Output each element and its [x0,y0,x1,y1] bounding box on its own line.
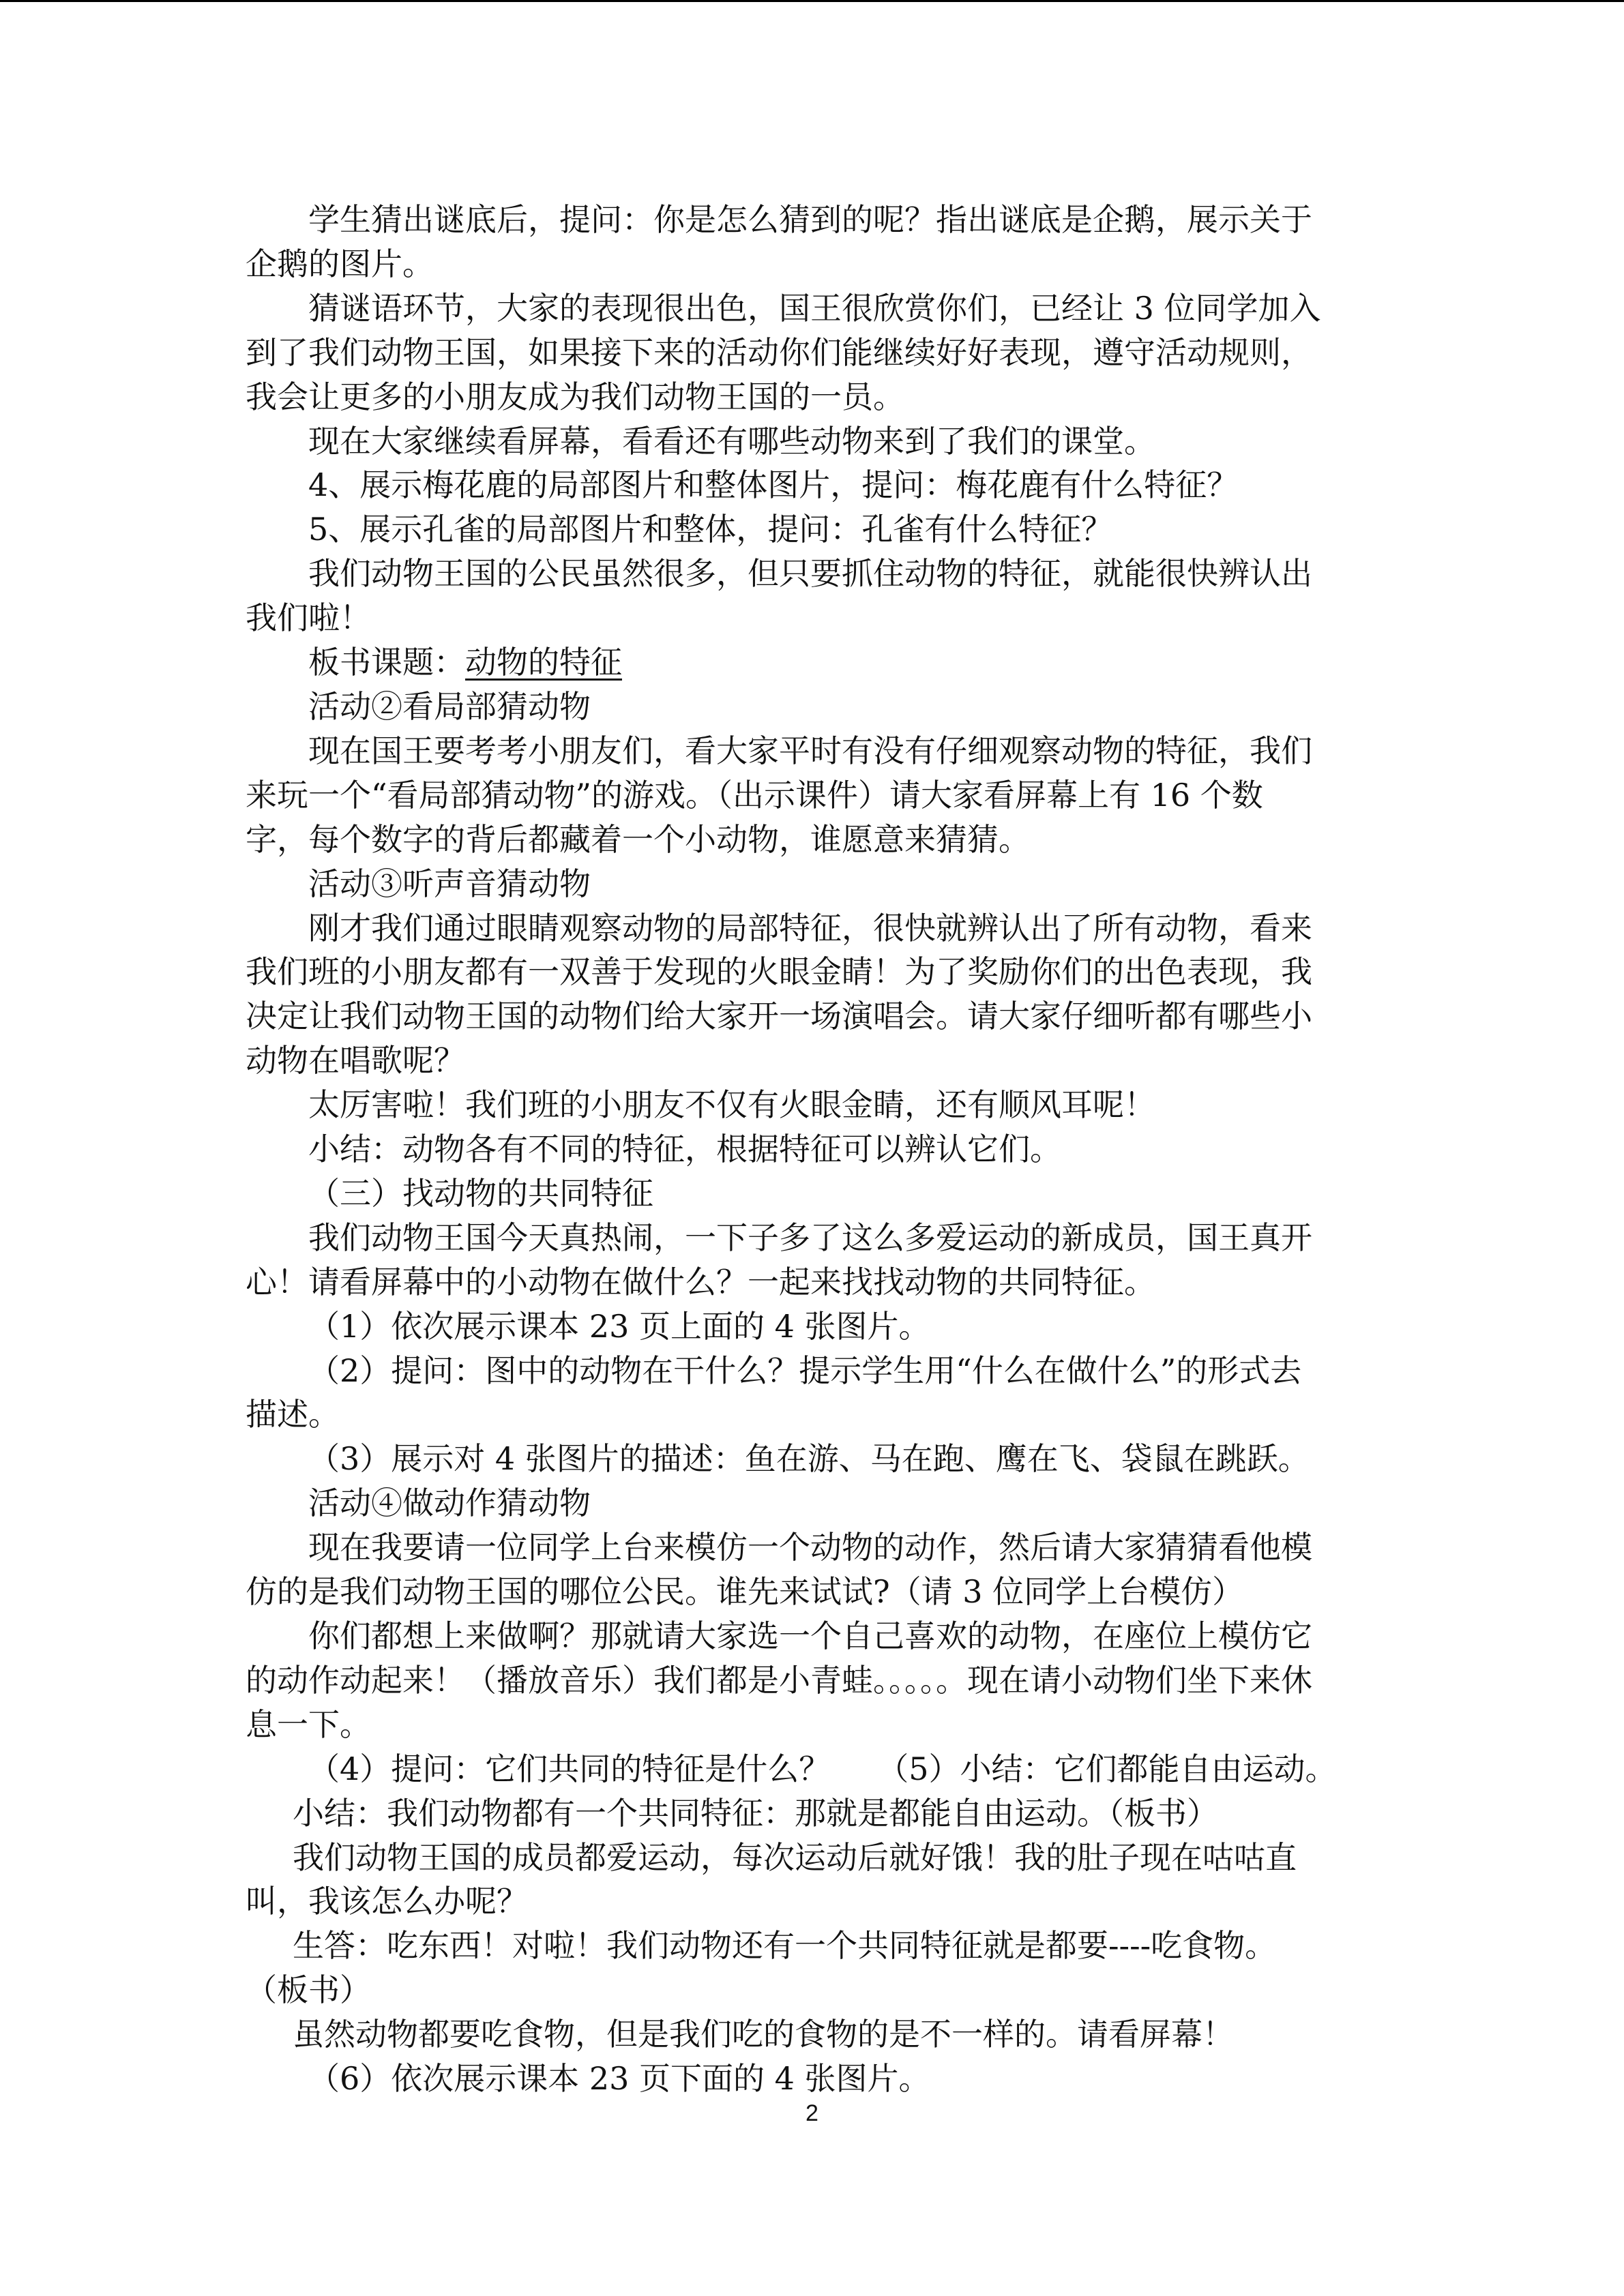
text-line-content: 到了我们动物王国，如果接下来的活动你们能继续好好表现，遵守活动规则， [246,333,1312,371]
text-line-content: 现在国王要考考小朋友们，看大家平时有没有仔细观察动物的特征，我们 [308,732,1312,769]
text-line [246,1525,1378,1570]
text-line-content: 现在我要请一位同学上台来模仿一个动物的动作，然后请大家猜猜看他模 [308,1529,1312,1566]
text-line [246,1392,1378,1437]
text-line [246,818,1378,862]
text-line-content: 我们班的小朋友都有一双善于发现的火眼金睛！为了奖励你们的出色表现，我 [246,953,1312,991]
text-line-content: 来玩一个“看局部猜动物”的游戏。（出示课件）请大家看屏幕上有 16 个数 [246,776,1263,814]
text-line-content: 企鹅的图片。 [246,245,434,282]
text-line-content: 描述。 [246,1396,340,1433]
text-line [246,1570,1378,1614]
text-line [246,331,1378,375]
text-line [246,1747,1378,1791]
text-line [246,1437,1378,1481]
text-line-content: 刚才我们通过眼睛观察动物的局部特征，很快就辨认出了所有动物，看来 [308,909,1312,946]
page-top-border [0,0,1624,2]
text-line [246,1879,1378,1924]
text-line-content: 猜谜语环节，大家的表现很出色，国王很欣赏你们，已经让 3 位同学加入 [308,289,1321,327]
text-line [246,1791,1378,1836]
text-line [246,1349,1378,1393]
text-line [246,1172,1378,1216]
text-line [246,507,1378,552]
text-line-content: 叫，我该怎么办呢？ [246,1883,528,1920]
text-line-content: 学生猜出谜底后，提问：你是怎么猜到的呢？指出谜底是企鹅，展示关于 [308,201,1312,238]
text-line-content: 我们动物王国的公民虽然很多，但只要抓住动物的特征，就能很快辨认出 [308,555,1312,593]
text-line [246,1127,1378,1172]
text-line [246,1481,1378,1525]
text-line [246,198,1378,242]
text-line [246,640,1378,685]
board-title-underlined: 动物的特征 [465,644,622,681]
text-line-content: 生答：吃东西！对啦！我们动物还有一个共同特征就是都要----吃食物。 [293,1927,1277,1965]
text-line-content: 活动④做动作猜动物 [308,1485,591,1522]
text-line [246,1924,1378,1968]
text-line [246,729,1378,773]
text-line [246,463,1378,507]
text-line [246,1703,1378,1747]
text-line-content: 虽然动物都要吃食物，但是我们吃的食物的是不一样的。请看屏幕！ [293,2016,1234,2053]
text-line [246,1836,1378,1880]
text-line [246,1968,1378,2012]
text-line-content: （板书） [246,1971,371,2009]
text-line [246,685,1378,729]
text-line-content: （6）依次展示课本 23 页下面的 4 张图片。 [308,2060,930,2098]
text-line-content: 我们啦！ [246,599,371,637]
text-line [246,1216,1378,1260]
text-line [246,375,1378,419]
text-line-content: 小结：我们动物都有一个共同特征：那就是都能自由运动。（板书） [293,1794,1218,1832]
text-line-content: 心！请看屏幕中的小动物在做什么？一起来找找动物的共同特征。 [246,1263,1155,1300]
text-line-content: 板书课题： [308,644,465,681]
text-line [246,994,1378,1039]
text-line-content: （3）展示对 4 张图片的描述：鱼在游、马在跑、鹰在飞、袋鼠在跳跃。 [308,1440,1310,1478]
text-line-content: 的动作动起来！（播放音乐）我们都是小青蛙。。。。。现在请小动物们坐下来休 [246,1661,1312,1699]
text-line-content: 小结：动物各有不同的特征，根据特征可以辨认它们。 [308,1131,1061,1168]
text-line-content: 活动②看局部猜动物 [308,687,591,725]
text-line-content: （2）提问：图中的动物在干什么？提示学生用“什么在做什么”的形式去 [308,1352,1302,1389]
text-line-content: （1）依次展示课本 23 页上面的 4 张图片。 [308,1307,930,1345]
text-line [246,286,1378,331]
text-line-content: 活动③听声音猜动物 [308,865,591,902]
text-line-content: 我们动物王国今天真热闹，一下子多了这么多爱运动的新成员，国王真开 [308,1219,1312,1256]
text-line [246,950,1378,994]
text-line [246,1304,1378,1349]
text-line-content: 字，每个数字的背后都藏着一个小动物，谁愿意来猜猜。 [246,820,1030,858]
text-line-content: 现在大家继续看屏幕，看看还有哪些动物来到了我们的课堂。 [308,422,1155,460]
text-line [246,906,1378,951]
text-line-content: 你们都想上来做啊？那就请大家选一个自己喜欢的动物，在座位上模仿它 [308,1617,1312,1654]
text-line [246,242,1378,286]
text-line [246,419,1378,464]
text-line [246,2057,1378,2101]
page-number: 2 [806,2100,818,2126]
text-line-content: 太厉害啦！我们班的小朋友不仅有火眼金睛，还有顺风耳呢！ [308,1086,1155,1124]
text-line [246,1658,1378,1703]
text-line-content: 我会让更多的小朋友成为我们动物王国的一员。 [246,378,904,415]
text-line [246,1614,1378,1658]
text-line [246,1039,1378,1083]
text-line-content: 4、展示梅花鹿的局部图片和整体图片，提问：梅花鹿有什么特征？ [308,466,1239,504]
text-line-content: 仿的是我们动物王国的哪位公民。谁先来试试?（请 3 位同学上台模仿） [246,1573,1244,1611]
text-line [246,1083,1378,1127]
text-line [246,596,1378,640]
text-line [246,862,1378,906]
text-line [246,773,1378,818]
text-line [246,1260,1378,1304]
text-line-content: 息一下。 [246,1705,371,1743]
text-line [246,552,1378,596]
text-line-content: （4）提问：它们共同的特征是什么？ （5）小结：它们都能自由运动。 [308,1750,1337,1787]
text-line-content: 决定让我们动物王国的动物们给大家开一场演唱会。请大家仔细听都有哪些小 [246,998,1312,1035]
document-body [246,198,1378,2101]
text-line-content: 我们动物王国的成员都爱运动，每次运动后就好饿！我的肚子现在咕咕直 [293,1838,1297,1876]
text-line-content: （三）找动物的共同特征 [308,1174,653,1212]
text-line-content: 动物在唱歌呢？ [246,1042,465,1079]
text-line [246,2012,1378,2057]
text-line-content: 5、展示孔雀的局部图片和整体，提问：孔雀有什么特征？ [308,511,1113,548]
